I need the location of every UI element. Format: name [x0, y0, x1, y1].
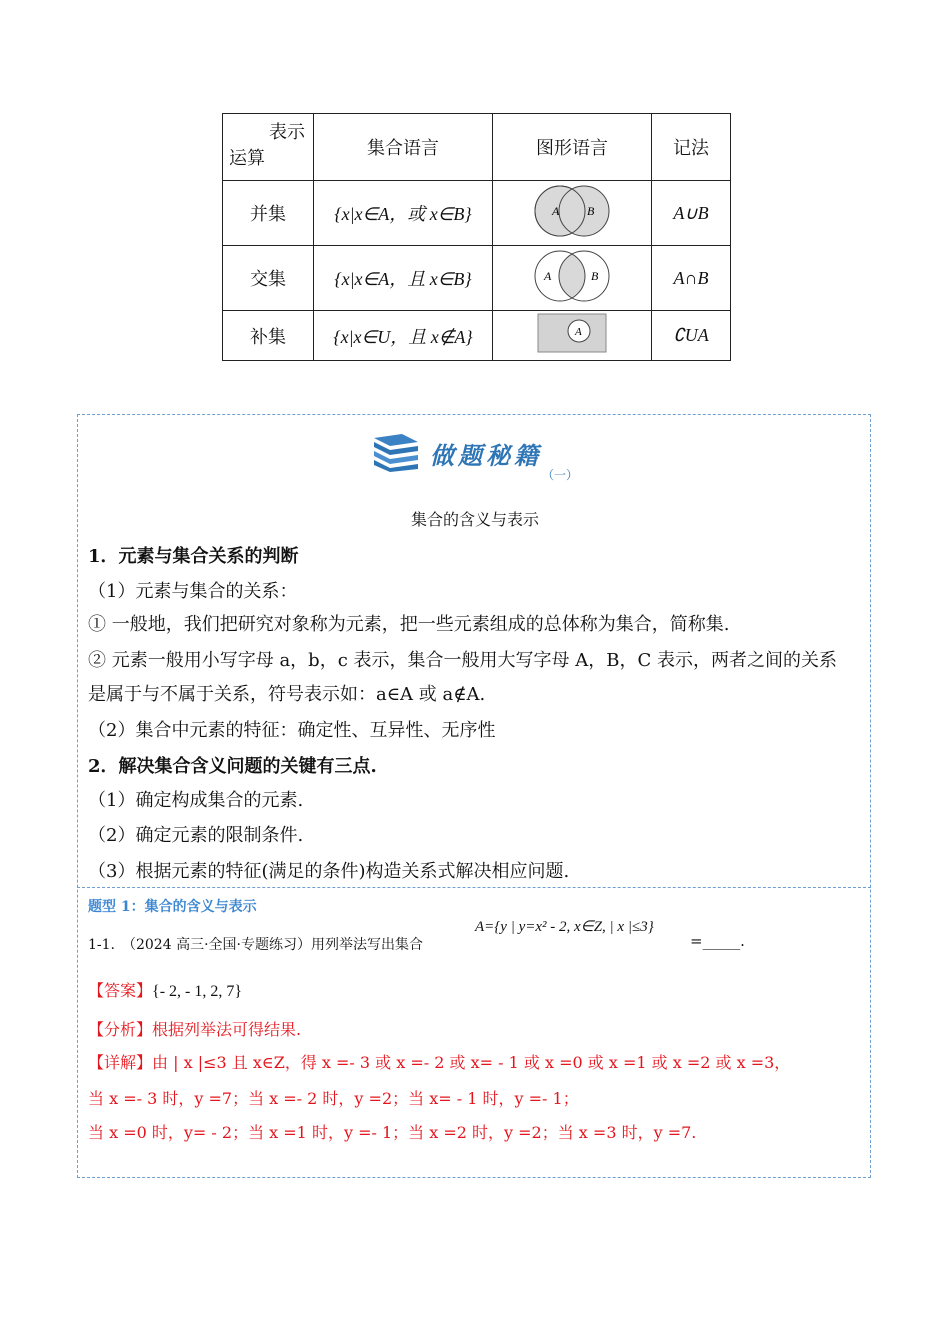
table-row — [223, 181, 731, 246]
books-icon — [372, 432, 422, 472]
set-operations-table — [222, 113, 731, 361]
section-divider — [77, 887, 871, 888]
venn-complement-diagram — [493, 311, 652, 361]
paragraph: 是属于与不属于关系，符号表示如：a∈A 或 a∉A. — [88, 684, 486, 705]
row-language: {x|x∈A，且 x∈B} — [314, 246, 493, 311]
row-language: {x|x∈U，且 x∉A} — [314, 311, 493, 361]
paragraph: （3）根据元素的特征(满足的条件)构造关系式解决相应问题. — [88, 861, 570, 882]
row-name: 补集 — [223, 311, 314, 361]
detail-line-1 — [88, 1050, 790, 1073]
logo-text: 做题秘籍 — [430, 441, 542, 470]
answer-blank: =_____. — [690, 932, 745, 950]
row-language: {x|x∈A，或 x∈B} — [314, 181, 493, 246]
question-text: 1-1. （2024 高三·全国·专题练习）用列举法写出集合 — [88, 937, 423, 953]
heading-2: 2．解决集合含义问题的关键有三点. — [88, 756, 377, 777]
table-row — [223, 311, 731, 361]
analysis-line — [88, 1017, 301, 1040]
row-notation: A∪B — [652, 181, 731, 246]
paragraph: （2）确定元素的限制条件. — [88, 825, 304, 846]
svg-text:B: B — [587, 203, 595, 218]
answer-value: {- 2, - 1, 2, 7} — [152, 983, 243, 1000]
svg-text:A: A — [552, 203, 560, 218]
row-notation: ∁UA — [652, 311, 731, 361]
detail-label: 【详解】 — [88, 1053, 153, 1072]
logo-subtitle: （一） — [542, 468, 579, 482]
heading-1: 1．元素与集合关系的判断 — [88, 546, 299, 567]
svg-text:A: A — [575, 326, 582, 338]
paragraph: （1）确定构成集合的元素. — [88, 790, 304, 811]
answer-label: 【答案】 — [88, 981, 153, 1000]
section-title: 集合的含义与表示 — [410, 510, 539, 529]
venn-union-diagram — [493, 181, 652, 246]
svg-text:B: B — [591, 268, 599, 283]
answer-line — [88, 978, 242, 1001]
paragraph: （2）集合中元素的特征：确定性、互异性、无序性 — [88, 720, 496, 741]
corner-top-label: 表示 — [269, 122, 305, 143]
col-header-language: 集合语言 — [314, 114, 493, 181]
question-type-title: 题型 1：集合的含义与表示 — [88, 899, 257, 915]
question-formula: A={y | y=x² - 2, x∈Z, | x |≤3} — [475, 919, 654, 935]
detail-line-3: 当 x =0 时，y= - 2；当 x =1 时，y =- 1；当 x =2 时，y =2；当 x =3 时，y =7. — [88, 1123, 697, 1142]
col-header-graphic: 图形语言 — [493, 114, 652, 181]
table-corner-header — [223, 114, 314, 181]
row-name: 并集 — [223, 181, 314, 246]
col-header-notation: 记法 — [652, 114, 731, 181]
paragraph: ② 元素一般用小写字母 a，b，c 表示，集合一般用大写字母 A，B，C 表示，两者之间的关系 — [88, 650, 837, 671]
row-notation: A∩B — [652, 246, 731, 311]
analysis-label: 【分析】 — [88, 1020, 153, 1039]
paragraph: ① 一般地，我们把研究对象称为元素，把一些元素组成的总体称为集合，简称集. — [88, 614, 730, 635]
corner-bottom-label: 运算 — [229, 148, 265, 169]
detail-line-2: 当 x =- 3 时，y =7；当 x =- 2 时，y =2；当 x= - 1 时，y =- 1； — [88, 1089, 579, 1108]
paragraph: （1）元素与集合的关系： — [88, 581, 298, 602]
detail-text-1: 由 | x |≤3 且 x∈Z，得 x =- 3 或 x =- 2 或 x= - 1 或 x =0 或 x =1 或 x =2 或 x =3， — [152, 1053, 791, 1072]
row-name: 交集 — [223, 246, 314, 311]
venn-intersection-diagram — [493, 246, 652, 311]
analysis-text: 根据列举法可得结果. — [152, 1020, 302, 1039]
table-row — [223, 246, 731, 311]
svg-text:A: A — [544, 268, 552, 283]
